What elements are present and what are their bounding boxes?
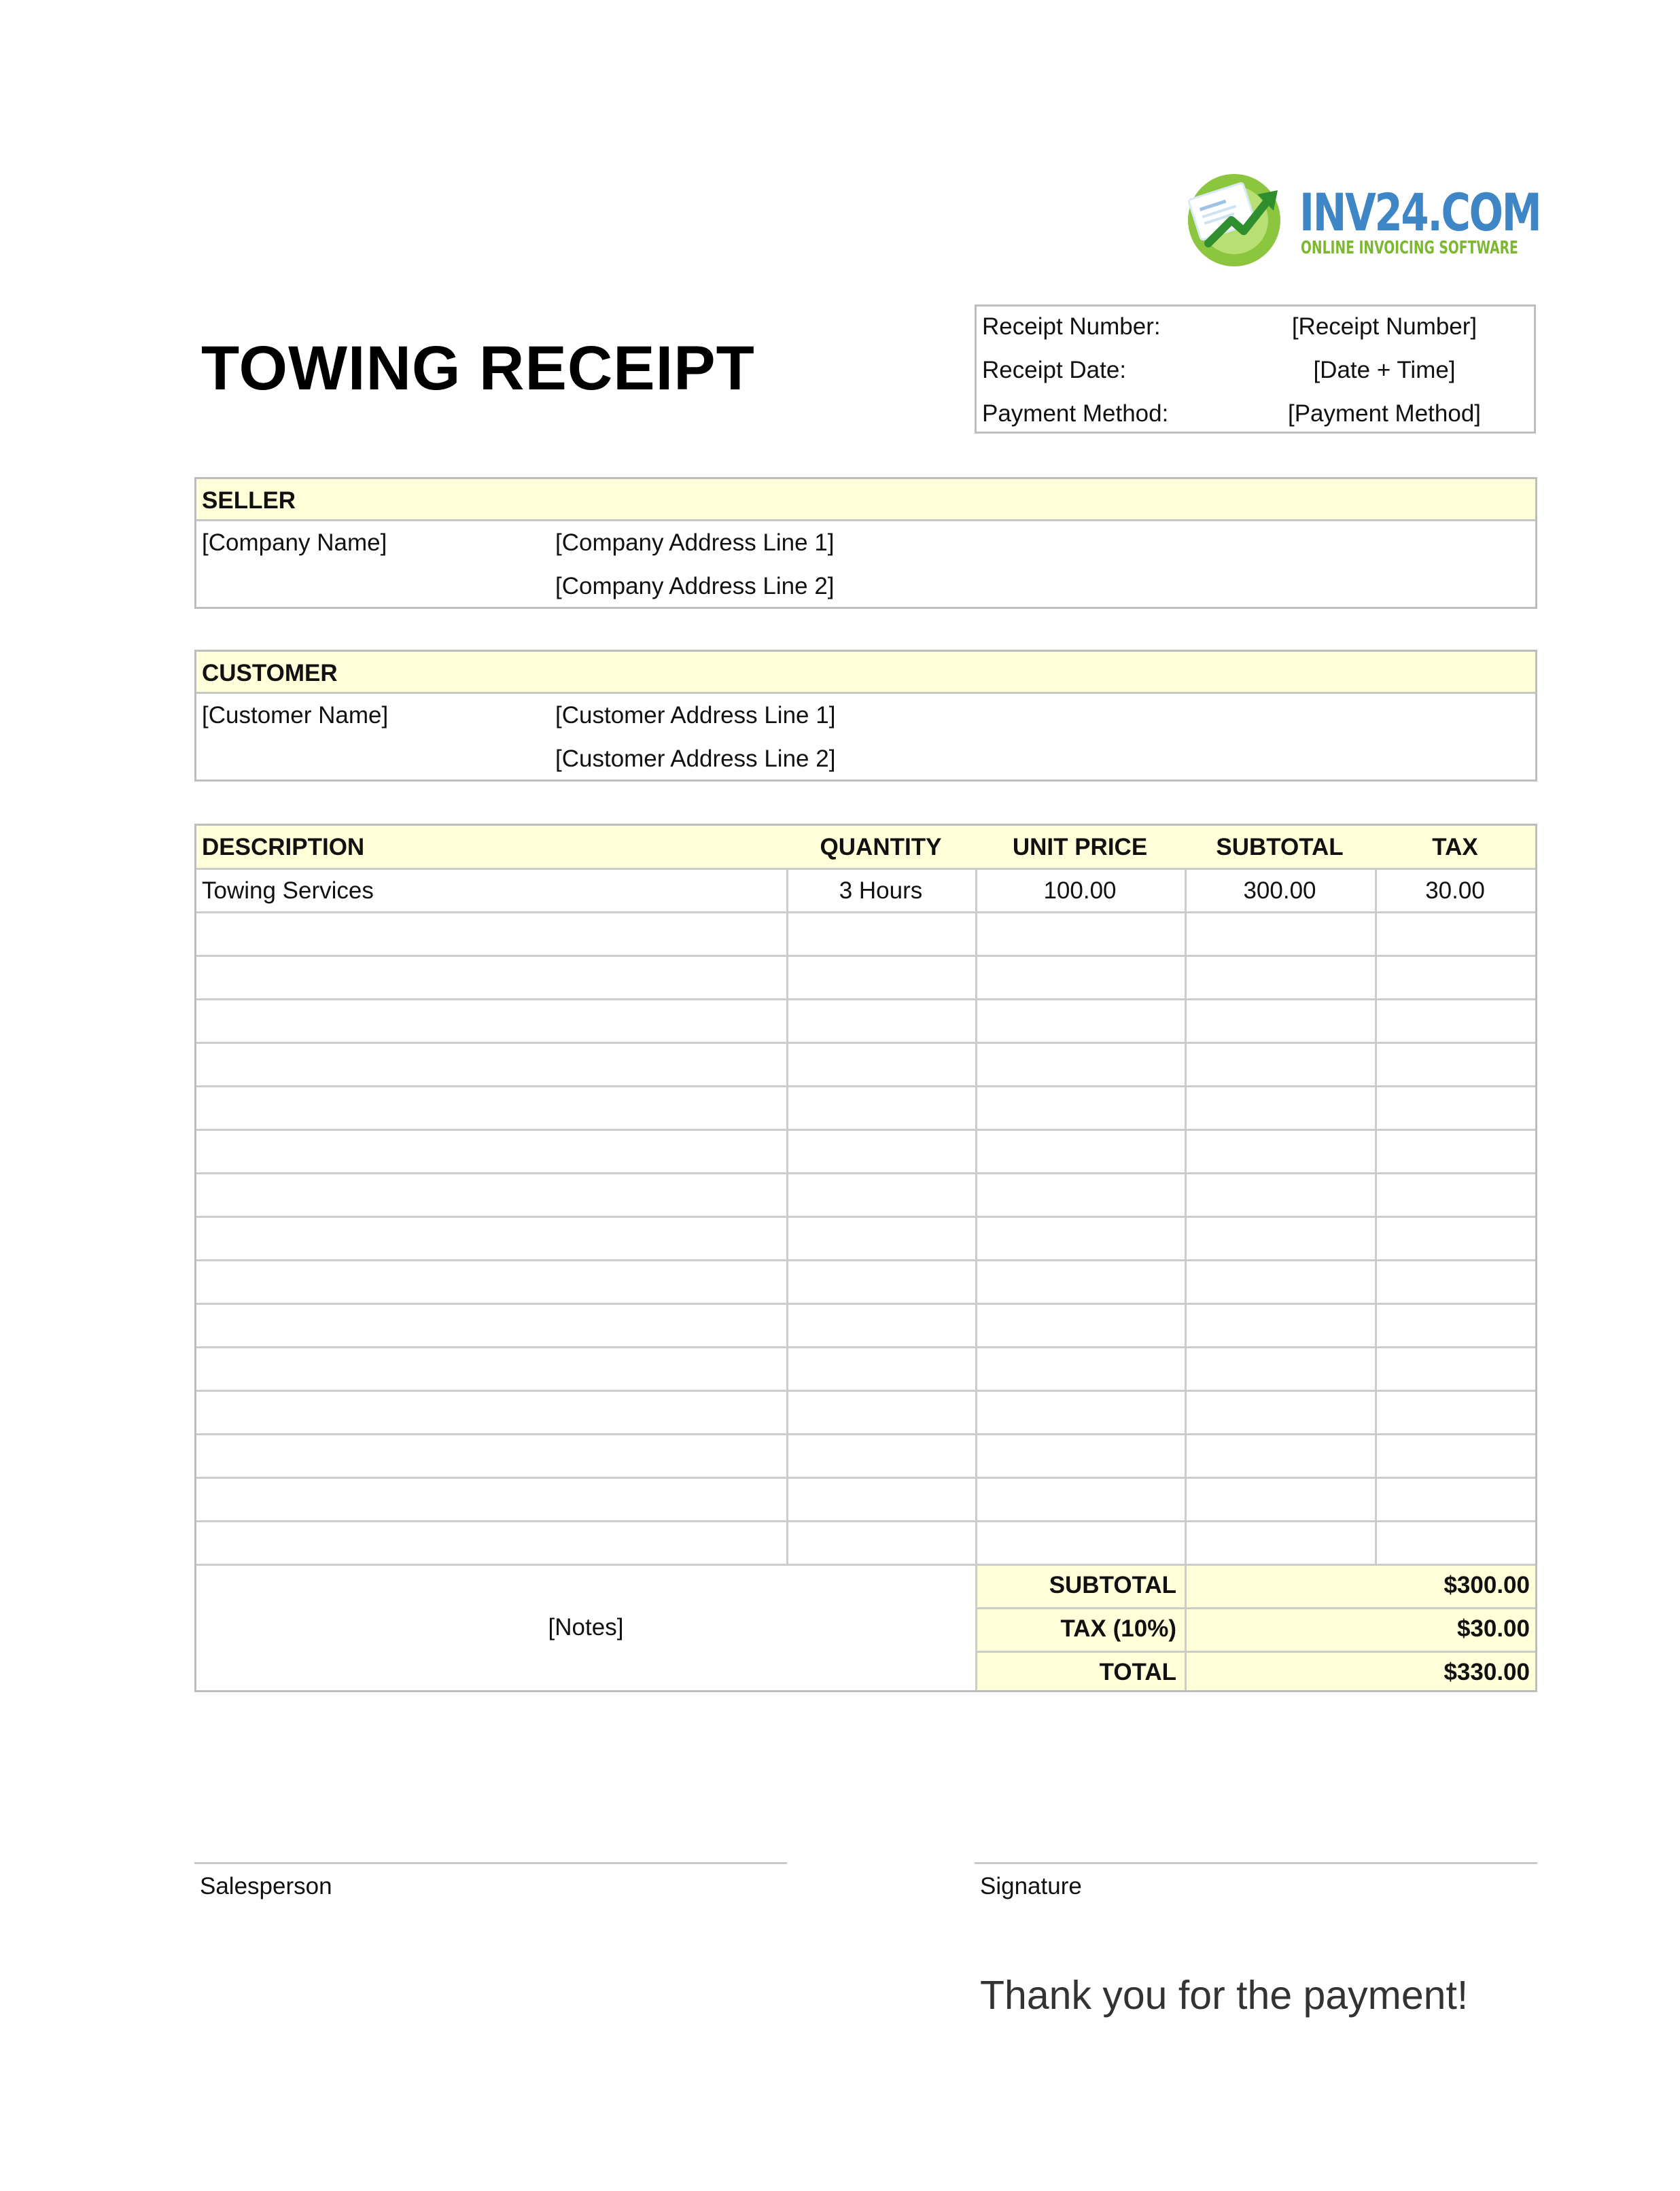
salesperson-label: Salesperson	[200, 1873, 332, 1899]
seller-company-name: [Company Name]	[202, 529, 387, 556]
row-divider	[196, 1477, 1535, 1479]
signature-label: Signature	[980, 1873, 1082, 1899]
row-divider	[196, 1520, 1535, 1522]
totals-row-divider	[975, 1651, 1535, 1653]
tax-total-value: $30.00	[1456, 1615, 1530, 1642]
payment-method-label: Payment Method:	[982, 400, 1169, 427]
col-header-subtotal: SUBTOTAL	[1216, 834, 1344, 860]
page-title: TOWING RECEIPT	[201, 334, 755, 403]
customer-address-line1: [Customer Address Line 1]	[555, 702, 836, 729]
col-header-quantity: QUANTITY	[820, 834, 942, 860]
row-divider	[196, 868, 1535, 870]
item-tax: 30.00	[1425, 877, 1485, 904]
payment-method-row	[977, 393, 1534, 437]
notes: [Notes]	[548, 1614, 624, 1641]
receipt-date-value: [Date + Time]	[1313, 357, 1456, 383]
customer-address-line2: [Customer Address Line 2]	[555, 746, 836, 772]
row-divider	[196, 1303, 1535, 1305]
receipt-number-value: [Receipt Number]	[1291, 313, 1477, 340]
column-divider	[1185, 868, 1187, 1564]
col-header-unit-price: UNIT PRICE	[1012, 834, 1148, 860]
receipt-date-row	[977, 350, 1534, 393]
seller-address-line2: [Company Address Line 2]	[555, 573, 835, 599]
subtotal-value: $300.00	[1443, 1572, 1530, 1598]
receipt-date-label: Receipt Date:	[982, 357, 1127, 383]
receipt-number-label: Receipt Number:	[982, 313, 1161, 340]
logo-tagline: ONLINE INVOICING SOFTWARE	[1301, 238, 1518, 258]
subtotal-label: SUBTOTAL	[1049, 1572, 1176, 1598]
col-header-description: DESCRIPTION	[202, 834, 365, 860]
row-divider	[196, 1216, 1535, 1218]
seller-header	[196, 479, 1535, 521]
customer-header	[196, 652, 1535, 694]
tax-total-label: TAX (10%)	[1060, 1615, 1176, 1642]
seller-section	[194, 477, 1537, 609]
thank-you-message: Thank you for the payment!	[980, 1973, 1469, 2018]
grand-total-label: TOTAL	[1099, 1659, 1176, 1685]
invoice-chart-icon	[1181, 167, 1290, 269]
logo-brand-text: INV24.COM	[1299, 182, 1541, 243]
seller-heading: SELLER	[202, 487, 296, 514]
item-description: Towing Services	[202, 877, 374, 904]
receipt-info-box	[975, 304, 1536, 434]
column-divider	[975, 868, 977, 1564]
row-divider	[196, 998, 1535, 1000]
company-logo	[1181, 167, 1541, 269]
salesperson-line	[194, 1862, 787, 1864]
receipt-number-row	[977, 306, 1534, 350]
item-unit-price: 100.00	[1043, 877, 1117, 904]
row-divider	[196, 1085, 1535, 1087]
customer-heading: CUSTOMER	[202, 660, 338, 686]
signature-line	[975, 1862, 1537, 1864]
items-table	[194, 824, 1537, 1692]
row-divider	[196, 911, 1535, 913]
row-divider	[196, 1129, 1535, 1131]
column-divider	[1375, 868, 1377, 1564]
row-divider	[196, 1042, 1535, 1044]
row-divider	[196, 1346, 1535, 1348]
row-divider	[196, 1433, 1535, 1435]
item-quantity: 3 Hours	[839, 877, 923, 904]
row-divider	[196, 955, 1535, 957]
row-divider	[196, 1172, 1535, 1174]
grand-total-value: $330.00	[1443, 1659, 1530, 1685]
col-header-tax: TAX	[1432, 834, 1478, 860]
seller-address-line1: [Company Address Line 1]	[555, 529, 835, 556]
totals-row-divider	[975, 1607, 1535, 1609]
column-divider	[786, 868, 788, 1564]
payment-method-value: [Payment Method]	[1287, 400, 1482, 427]
row-divider	[196, 1259, 1535, 1261]
customer-section	[194, 650, 1537, 782]
row-divider	[196, 1390, 1535, 1392]
customer-name: [Customer Name]	[202, 702, 389, 729]
item-subtotal: 300.00	[1243, 877, 1316, 904]
